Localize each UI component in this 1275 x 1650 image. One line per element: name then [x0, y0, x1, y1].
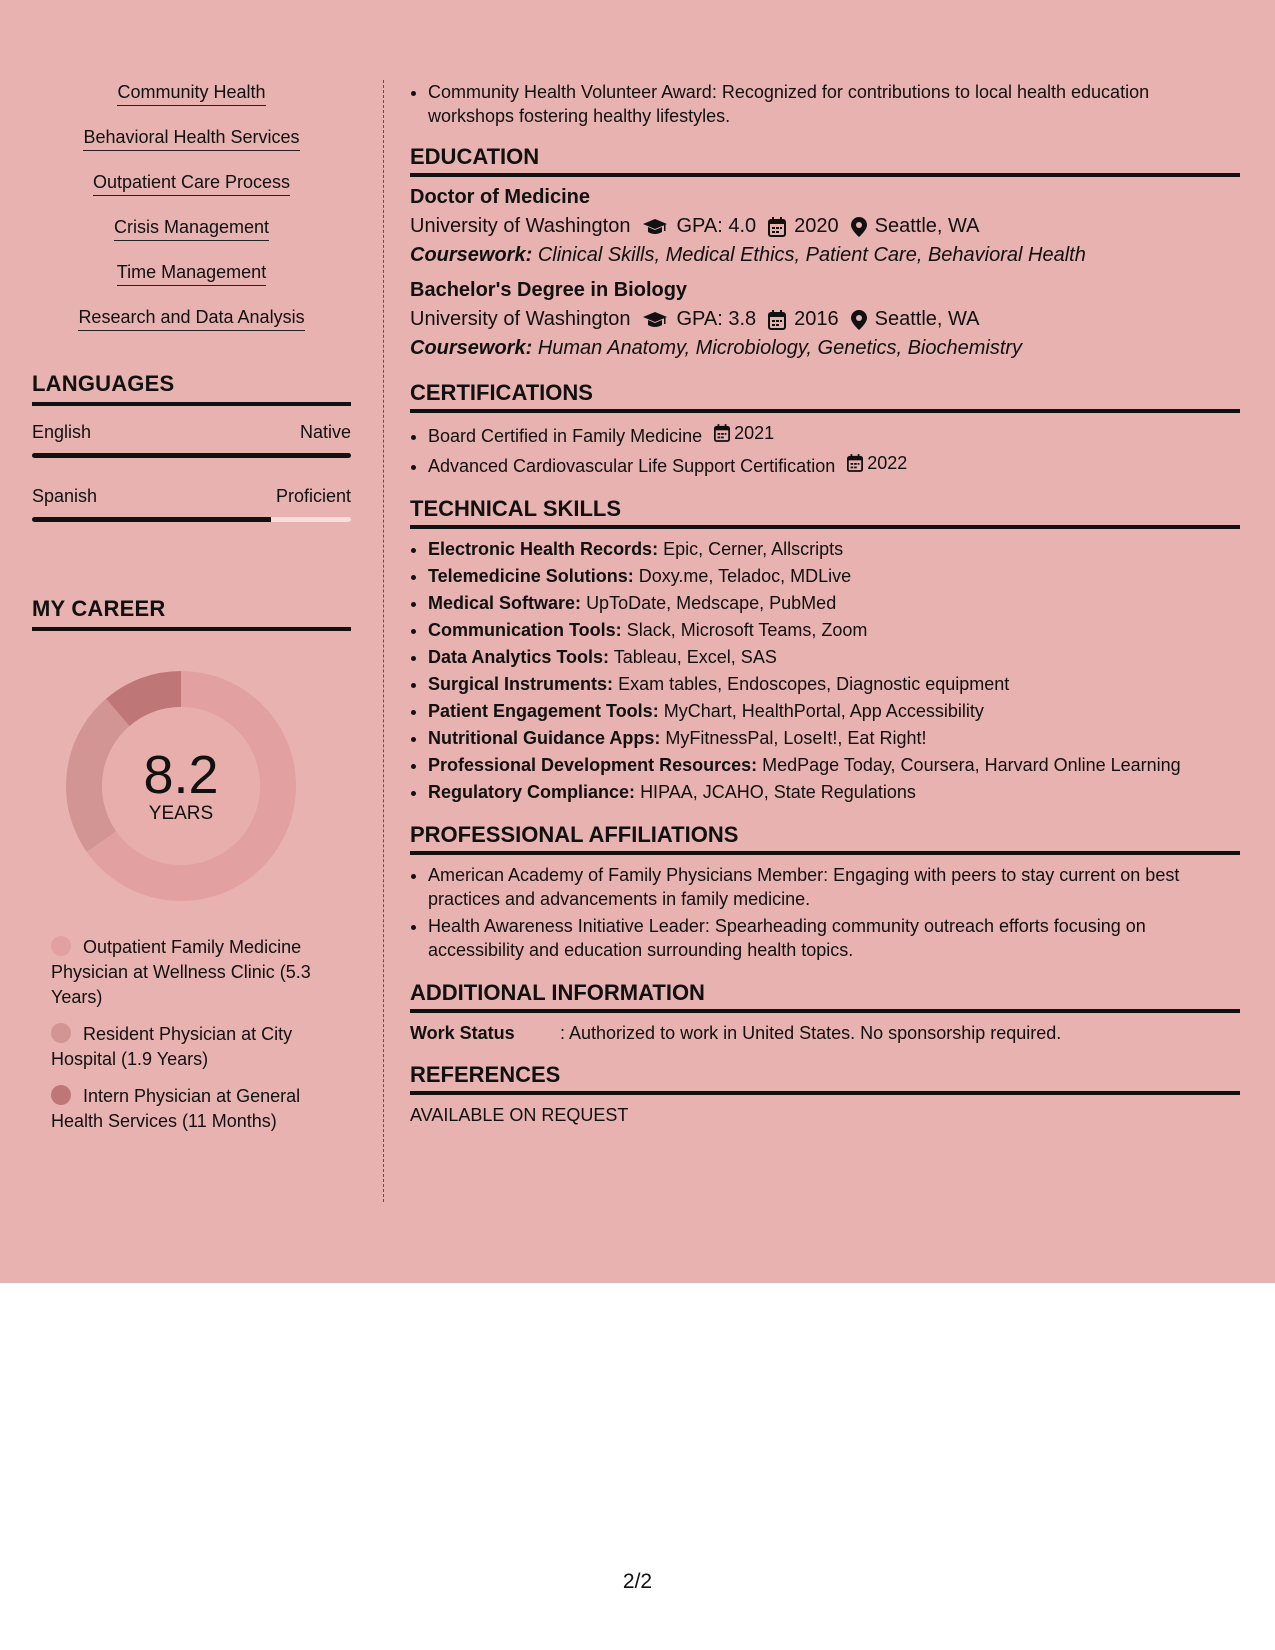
career-title: MY CAREER	[32, 596, 351, 631]
additional-info-title: ADDITIONAL INFORMATION	[410, 980, 1240, 1013]
legend-dot	[51, 1023, 71, 1043]
education-location: Seattle, WA	[874, 308, 980, 330]
left-column	[32, 80, 351, 1146]
affiliation-item: • American Academy of Family Physicians Member: Engaging with peers to stay current on best practices and advancements in family medicine.	[428, 863, 1240, 911]
skill-item: Community Health	[32, 80, 351, 106]
language-bar	[32, 517, 351, 522]
awards-list	[410, 80, 1240, 128]
skills-list	[32, 80, 351, 331]
education-details	[410, 215, 1240, 238]
coursework: Coursework: Human Anatomy, Microbiology, Genetics, Biochemistry	[410, 337, 1023, 359]
career-section	[32, 596, 351, 1134]
references-section	[410, 1062, 1240, 1126]
certification-item: • Advanced Cardiovascular Life Support Certification 2022	[428, 451, 1240, 478]
career-legend-item: Resident Physician at City Hospital (1.9 Years)	[51, 1024, 293, 1069]
location-pin-icon	[851, 217, 867, 237]
affiliations-title: PROFESSIONAL AFFILIATIONS	[410, 822, 1240, 855]
affiliation-item: • Health Awareness Initiative Leader: Spearheading community outreach efforts focusing on accessibility and education surrounding health topics.	[428, 914, 1240, 962]
skill-item: Outpatient Care Process	[32, 170, 351, 196]
graduation-year: 2020	[794, 215, 839, 237]
technical-skill-item: • Professional Development Resources: MedPage Today, Coursera, Harvard Online Learning	[428, 753, 1240, 777]
education-title: EDUCATION	[410, 144, 1240, 177]
language-name: Spanish	[32, 486, 98, 506]
technical-skill-item: • Electronic Health Records: Epic, Cerner, Allscripts	[428, 537, 1240, 561]
language-row	[32, 422, 351, 443]
affiliations-section	[410, 822, 1240, 962]
technical-skill-item: • Communication Tools: Slack, Microsoft Teams, Zoom	[428, 618, 1240, 642]
certifications-list	[410, 421, 1240, 478]
skill-item: Research and Data Analysis	[32, 305, 351, 331]
work-status-value: : Authorized to work in United States. No sponsorship required.	[560, 1023, 1062, 1043]
technical-skills-title: TECHNICAL SKILLS	[410, 496, 1240, 529]
technical-skill-item: • Patient Engagement Tools: MyChart, HealthPortal, App Accessibility	[428, 699, 1240, 723]
gpa: GPA: 4.0	[676, 215, 757, 237]
languages-title: LANGUAGES	[32, 371, 351, 406]
education-location: Seattle, WA	[874, 215, 980, 237]
legend-dot	[51, 1085, 71, 1105]
skill-item: Time Management	[32, 260, 351, 286]
certifications-section	[410, 380, 1240, 478]
school-name: University of Washington	[410, 308, 631, 330]
column-divider	[383, 80, 384, 1202]
languages-section	[32, 371, 351, 522]
work-status-label: Work Status	[410, 1023, 515, 1043]
award-item: • Community Health Volunteer Award: Recognized for contributions to local health education workshops fostering healthy lifestyles.	[428, 80, 1240, 128]
certifications-title: CERTIFICATIONS	[410, 380, 1240, 413]
technical-skill-item: • Telemedicine Solutions: Doxy.me, Teladoc, MDLive	[428, 564, 1240, 588]
skill-item: Crisis Management	[32, 215, 351, 241]
degree-name: Bachelor's Degree in Biology	[410, 279, 688, 301]
education-details	[410, 308, 1240, 331]
location-pin-icon	[851, 310, 867, 330]
gpa: GPA: 3.8	[676, 308, 757, 330]
graduation-cap-icon	[642, 218, 668, 236]
education-entry	[410, 279, 1240, 360]
calendar-icon	[847, 454, 863, 472]
language-level: Proficient	[275, 486, 351, 506]
technical-skill-item: • Nutritional Guidance Apps: MyFitnessPal, LoseIt!, Eat Right!	[428, 726, 1240, 750]
career-total-unit: YEARS	[148, 803, 214, 824]
language-bar	[32, 453, 351, 458]
technical-skill-item: • Surgical Instruments: Exam tables, Endoscopes, Diagnostic equipment	[428, 672, 1240, 696]
career-legend	[51, 935, 341, 1134]
calendar-icon	[768, 217, 786, 237]
graduation-cap-icon	[642, 311, 668, 329]
career-total	[66, 671, 296, 901]
language-bar-fill	[32, 453, 351, 458]
right-column	[410, 80, 1240, 1126]
legend-dot	[51, 936, 71, 956]
work-status-row	[410, 1023, 1240, 1044]
career-donut	[66, 671, 296, 901]
page-number: 2/2	[622, 1570, 653, 1593]
technical-skills-list	[410, 537, 1240, 804]
education-section	[410, 144, 1240, 360]
education-entry	[410, 186, 1240, 267]
technical-skill-item: • Data Analytics Tools: Tableau, Excel, SAS	[428, 645, 1240, 669]
certification-item: • Board Certified in Family Medicine 2021	[428, 421, 1240, 448]
technical-skill-item: • Regulatory Compliance: HIPAA, JCAHO, State Regulations	[428, 780, 1240, 804]
career-total-number: 8.2	[143, 745, 219, 805]
additional-info-section	[410, 980, 1240, 1044]
degree-name: Doctor of Medicine	[410, 186, 591, 208]
technical-skill-item: • Medical Software: UpToDate, Medscape, PubMed	[428, 591, 1240, 615]
calendar-icon	[768, 310, 786, 330]
coursework: Coursework: Clinical Skills, Medical Ethics, Patient Care, Behavioral Health	[410, 244, 1086, 266]
skill-item: Behavioral Health Services	[32, 125, 351, 151]
career-legend-item: Intern Physician at General Health Services (11 Months)	[51, 1086, 301, 1131]
language-bar-fill	[32, 517, 271, 522]
graduation-year: 2016	[794, 308, 839, 330]
language-level: Native	[299, 422, 351, 442]
affiliations-list	[410, 863, 1240, 962]
career-legend-item: Outpatient Family Medicine Physician at Wellness Clinic (5.3 Years)	[51, 937, 311, 1007]
technical-skills-section	[410, 496, 1240, 804]
language-row	[32, 486, 351, 507]
school-name: University of Washington	[410, 215, 631, 237]
references-text: AVAILABLE ON REQUEST	[410, 1105, 629, 1125]
language-name: English	[32, 422, 92, 442]
calendar-icon	[714, 424, 730, 442]
references-title: REFERENCES	[410, 1062, 1240, 1095]
